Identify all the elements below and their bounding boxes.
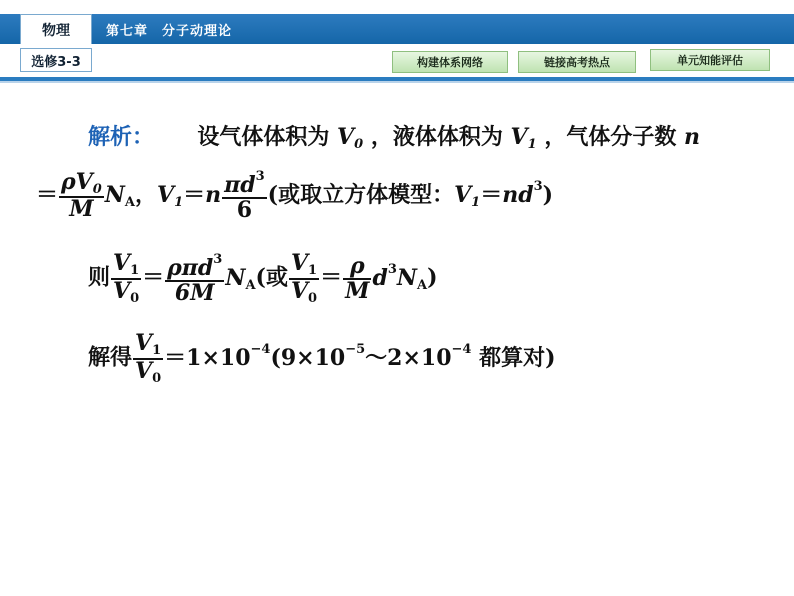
- var-na: $N_A$: [104, 182, 135, 211]
- equals: ＝: [320, 264, 343, 291]
- fraction-v1-over-v0: $\frac{V_1}{V_0}$: [290, 250, 318, 306]
- module-tab[interactable]: 选修3-3: [20, 48, 92, 72]
- paren-close: ): [542, 182, 554, 209]
- text: 则: [88, 264, 111, 291]
- var-v0: $V_0$: [337, 124, 364, 152]
- equals: ＝: [183, 182, 206, 209]
- text: (或取立方体模型：: [267, 182, 455, 209]
- nav-button-exam-hotspots[interactable]: 链接高考热点: [518, 51, 636, 73]
- fraction-rho-pi-d3-over-6m: $\frac{\rho\pi d^3}{6M}$: [167, 251, 223, 306]
- solution-line-2: [36, 170, 553, 222]
- nav-button-unit-assessment[interactable]: 单元知能评估: [650, 49, 770, 71]
- text: ，气体分子数: [544, 124, 677, 150]
- var-d3: $d^3$: [372, 261, 397, 291]
- paren-close: ): [427, 264, 438, 291]
- result-range: ($9\times 10^{-5}\sim 2\times 10^{-4}$ 都算对): [270, 341, 556, 371]
- solution-label: 解析：: [88, 124, 155, 150]
- equals: ＝: [480, 182, 503, 209]
- result-value: $=1\times 10^{-4}$: [164, 341, 271, 371]
- var-n: n: [684, 124, 701, 150]
- fraction-v1-over-v0: $\frac{V_1}{V_0}$: [135, 330, 162, 386]
- fraction-rho-over-m: $\frac{\rho}{M}$: [345, 252, 370, 304]
- var-nd3: $nd^3$: [502, 179, 543, 209]
- text: 设气体体积为: [197, 124, 330, 150]
- nav-button-system-network[interactable]: 构建体系网络: [392, 51, 508, 73]
- text: (或: [255, 264, 288, 291]
- text: 解得: [88, 344, 133, 371]
- fraction-rho-v0-over-m: $\frac{\rho V_0}{M}$: [61, 168, 102, 223]
- solution-line-3: [88, 252, 438, 305]
- chapter-title: 第七章 分子动理论: [106, 24, 233, 39]
- var-na: $N_A$: [396, 264, 428, 293]
- equals: ＝: [142, 264, 165, 291]
- text: ，液体体积为: [370, 124, 503, 150]
- equals: ＝: [36, 182, 59, 209]
- fraction-pi-d3-over-6: $\frac{\pi d^3}{6}$: [224, 169, 265, 224]
- var-na: $N_A$: [225, 264, 256, 293]
- subject-tab[interactable]: 物理: [20, 14, 92, 44]
- solution-line-4: [88, 332, 556, 385]
- header-divider-light: [0, 81, 794, 83]
- var-v1: $V_1$: [156, 182, 184, 211]
- fraction-v1-over-v0: $\frac{V_1}{V_0}$: [113, 250, 140, 306]
- var-v1: $V_1$: [454, 182, 481, 211]
- comma: ，: [134, 182, 157, 209]
- solution-line-1: [88, 126, 700, 151]
- var-v1: $V_1$: [510, 124, 537, 152]
- var-n: n: [205, 182, 222, 209]
